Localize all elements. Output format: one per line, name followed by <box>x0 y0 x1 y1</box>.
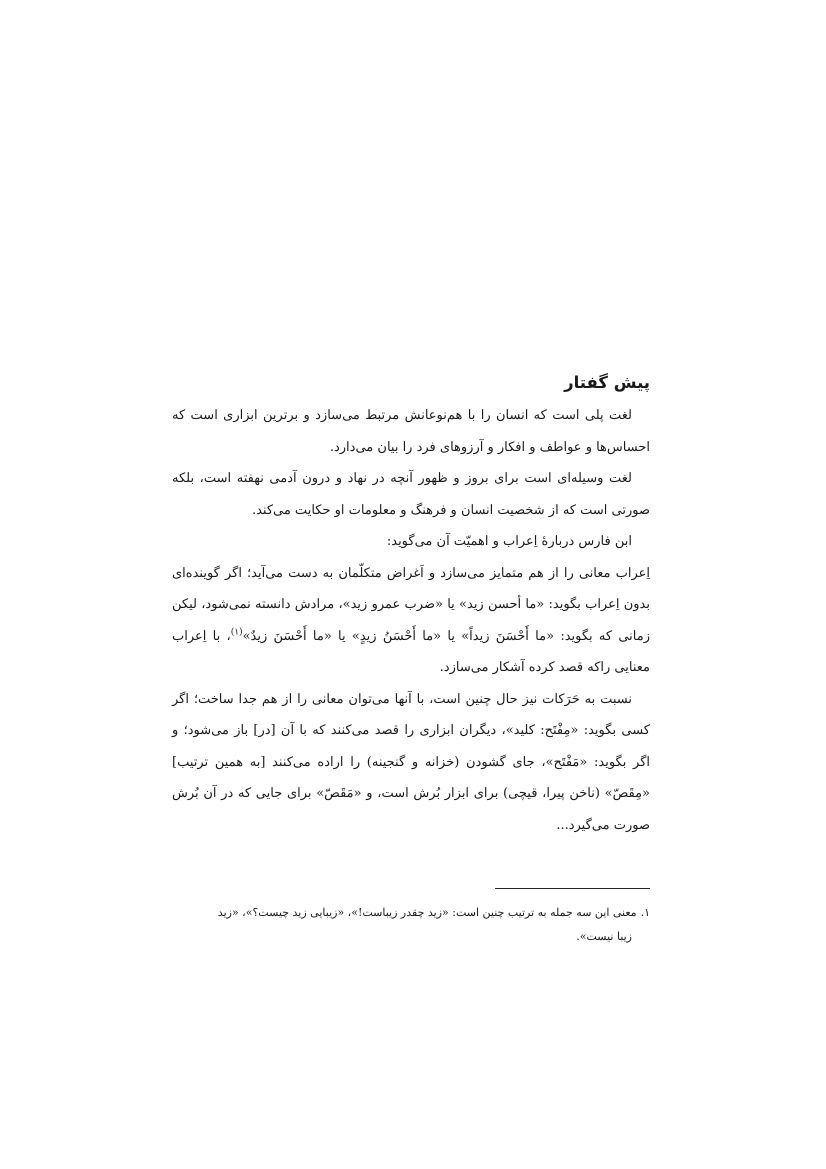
main-text <box>172 368 650 841</box>
footnote-number: ۱. <box>640 906 650 919</box>
paragraph-2: لغت وسیله‌ای است برای بروز و ظهور آنچه در نهاد و درون آدمی نهفته است، بلکه صورتی است که از شخصیت انسان و فرهنگ و معلومات او حکایت می‌کند. <box>172 471 650 518</box>
paragraph-3: ابن فارس دربارهٔ اِعراب و اهمیّت آن می‌گوید: <box>386 534 632 549</box>
quote-text: اِعراب معانی را از هم متمایز می‌سازد و اَغراض متکلّمان به دست می‌آید؛ اگر گوینده‌ای بدون اِعراب بگوید: «ما أحسن زید» یا «ضرب عمرو زید»، مرادش دانسته نمی‌شود، لیکن زمانی که بگوید: «ما أَحْسَنَ زیداً» یا «ما أَحْسَنُ زیدٍ» یا «ما أَحْسَنَ زیدٌ» <box>172 565 651 644</box>
page-title: پیش گفتار <box>564 373 650 392</box>
footnote-text: معنی این سه جمله به ترتیب چنین است: «زید چقدر زیباست!»، «زیبایی زید چیست؟»، «زید <box>217 906 637 919</box>
footnote-continuation: زیبا نیست». <box>576 930 632 943</box>
footnote <box>172 901 650 949</box>
paragraph-1: لغت پلی است که انسان را با هم‌نوعانش مرتبط می‌سازد و برترین ابزاری است که احساس‌ها و عواطف و افکار و آرزوهای فرد را بیان می‌دارد. <box>172 408 650 455</box>
footnote-reference[interactable]: (۱) <box>230 627 243 638</box>
footnote-divider <box>495 888 650 889</box>
paragraph-4: نسبت به حَرَکات نیز حال چنین است، با آنها می‌توان معانی را از هم جدا ساخت؛ اگر کسی بگوید: «مِفْتَح: کلید»، دیگران ابزاری را قصد می‌کنند که با آن [در] باز می‌شود؛ و اگر بگوید: «مَفْتَح»، جای گشودن (خزانه و گنجینه) را اراده می‌کنند [به همین ترتیب] «مِقَصّ» (ناخن پیرا، قیچی) برای ابزار بُرش است، و «مَقَصّ» برای جایی که در آن بُرش صورت می‌گیرد... <box>172 691 650 833</box>
quote-text-end: ، با اِعراب معنایی راکه قصد کرده آشکار می‌سازد. <box>172 628 650 675</box>
quote-paragraph <box>172 558 650 684</box>
